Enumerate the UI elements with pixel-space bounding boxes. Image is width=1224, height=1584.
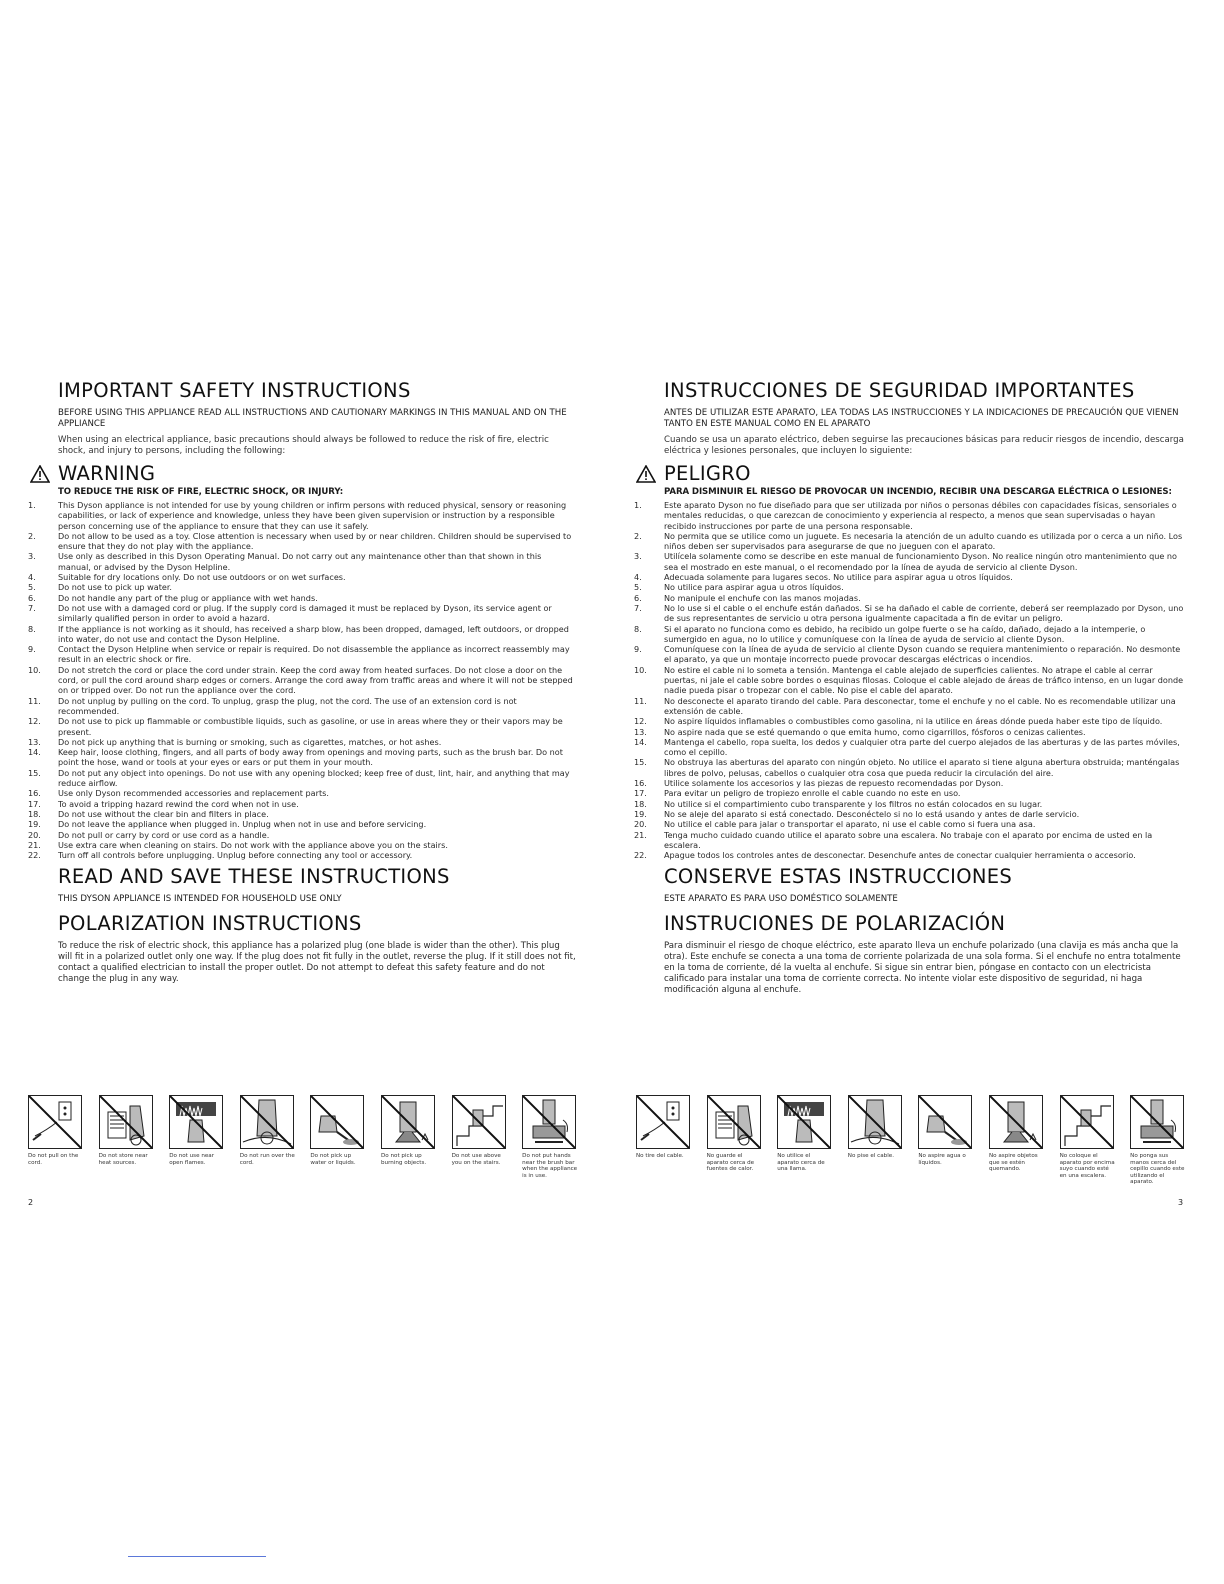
- english-column: [28, 379, 576, 985]
- item-text: Contact the Dyson Helpline when service or repair is required. Do not disassemble the appliance as incorrect reassembly may result in an electric shock or fire.: [58, 644, 570, 665]
- page-number: 3: [1178, 1198, 1184, 1207]
- page-right: [612, 0, 1224, 1584]
- pictogram: [28, 1095, 99, 1179]
- list-item: [28, 716, 576, 737]
- item-number: 17.: [28, 798, 41, 809]
- pictogram: [1130, 1095, 1201, 1186]
- list-item: [634, 624, 1186, 645]
- list-item: [634, 572, 1186, 582]
- list-item: [634, 727, 1186, 737]
- item-text: No lo use si el cable o el enchufe están dañados. Si se ha dañado el cable de corriente, deberá ser reemplazado por Dyson, uno de sus representantes de servicio u otra persona igualmente capacitada a fin de evitar un peligro.: [664, 602, 1184, 624]
- polarization-title: INSTRUCIONES DE POLARIZACIÓN: [664, 912, 1006, 936]
- pictogram-caption: Do not use near open flames.: [169, 1153, 215, 1166]
- item-text: Do not use with a damaged cord or plug. If the supply cord is damaged it must be replaced by Dyson, its service agent or similarly qualified person in order to avoid a hazard.: [58, 602, 552, 624]
- list-item: [28, 840, 576, 850]
- item-number: 15.: [634, 757, 647, 768]
- warning-title: PELIGRO: [664, 462, 751, 485]
- item-number: 1.: [28, 500, 36, 510]
- item-number: 8.: [634, 623, 642, 634]
- item-number: 3.: [28, 551, 36, 562]
- prohibited-sign-icon: [707, 1095, 761, 1149]
- link-underline[interactable]: [128, 1556, 266, 1557]
- list-item: [28, 850, 576, 860]
- item-number: 6.: [28, 592, 36, 603]
- item-text: No manipule el enchufe con las manos mojadas.: [664, 592, 861, 603]
- item-text: Use extra care when cleaning on stairs. Do not work with the appliance above you on the stairs.: [58, 839, 448, 850]
- prohibited-sign-icon: [918, 1095, 972, 1149]
- item-number: 11.: [634, 695, 647, 706]
- warning-icons-row: [636, 1095, 1201, 1186]
- prohibited-sign-icon: [381, 1095, 435, 1149]
- list-item: [28, 809, 576, 819]
- item-text: Turn off all controls before unplugging. Unplug before connecting any tool or accessory.: [58, 850, 413, 861]
- list-item: [28, 500, 576, 531]
- prohibited-sign-icon: [240, 1095, 294, 1149]
- list-item: [634, 665, 1186, 696]
- save-subtitle: THIS DYSON APPLIANCE IS INTENDED FOR HOUSEHOLD USE ONLY: [58, 894, 342, 905]
- list-item: [28, 531, 576, 552]
- list-item: [634, 582, 1186, 592]
- pictogram: [636, 1095, 707, 1186]
- list-item: [28, 644, 576, 665]
- warning-title: WARNING: [58, 462, 156, 485]
- warning-subtitle: TO REDUCE THE RISK OF FIRE, ELECTRIC SHOCK, OR INJURY:: [58, 487, 344, 497]
- item-number: 16.: [634, 778, 647, 789]
- pictogram-caption: Do not pick up burning objects.: [380, 1153, 427, 1166]
- polarization-title: POLARIZATION INSTRUCTIONS: [58, 912, 362, 936]
- list-item: [634, 644, 1186, 665]
- pictogram: [707, 1095, 778, 1186]
- item-text: Do not pull or carry by cord or use cord as a handle.: [58, 829, 270, 840]
- prohibited-sign-icon: [522, 1095, 576, 1149]
- item-text: Do not use to pick up flammable or combustible liquids, such as gasoline, or use in areas where they or their vapors may be present.: [58, 716, 563, 737]
- item-text: No permita que se utilice como un juguete. Es necesaria la atención de un adulto cuando es utilizada por o cerca a un niño. Los niños deben ser supervisados para asegurarse de que no jueguen con el aparato.: [664, 530, 1183, 552]
- list-item: [634, 757, 1186, 778]
- item-text: Mantenga el cabello, ropa suelta, los dedos y cualquier otra parte del cuerpo alejados de las aberturas y de las partes móviles, como el cepillo.: [664, 736, 1180, 758]
- pictogram-caption: No guarde el aparato cerca de fuentes de calor.: [706, 1153, 755, 1173]
- item-text: To avoid a tripping hazard rewind the cord when not in use.: [58, 798, 299, 809]
- save-title: READ AND SAVE THESE INSTRUCTIONS: [58, 865, 450, 889]
- item-number: 3.: [634, 551, 642, 562]
- intro-text: Cuando se usa un aparato eléctrico, deben seguirse las precauciones básicas para reducir riesgos de incendio, descarga eléctrica y lesiones personales, que incluyen lo siguiente:: [664, 435, 1184, 456]
- pictogram-caption: No aspire objetos que se estén quemando.: [988, 1153, 1038, 1173]
- subtitle: ANTES DE UTILIZAR ESTE APARATO, LEA TODAS LAS INSTRUCCIONES Y LA INDICACIONES DE PRECAUCIÓN QUE VIENEN TANTO EN ESTE MANUAL COMO EN EL APARATO: [664, 408, 1179, 429]
- warning-heading: [636, 463, 1186, 485]
- pictogram-caption: Do not store near heat sources.: [98, 1153, 148, 1166]
- item-number: 9.: [634, 644, 642, 655]
- warning-triangle-icon: [636, 465, 656, 483]
- list-item: [634, 551, 1186, 572]
- pictogram-caption: No aspire agua o líquidos.: [918, 1153, 966, 1166]
- item-text: No utilice el cable para jalar o transportar el aparato, ni use el cable como si fuera una asa.: [664, 819, 1036, 830]
- pictogram: [381, 1095, 452, 1179]
- list-item: [634, 819, 1186, 829]
- pictogram-caption: No pise el cable.: [847, 1153, 895, 1159]
- item-text: Do not leave the appliance when plugged in. Unplug when not in use and before servicing.: [58, 819, 427, 830]
- intro-text: When using an electrical appliance, basic precautions should always be followed to reduce the risk of fire, electric shock, and injury to persons, including the following:: [58, 435, 549, 456]
- item-number: 12.: [28, 716, 41, 727]
- list-item: [634, 778, 1186, 788]
- pictogram: [240, 1095, 311, 1179]
- pictogram: [989, 1095, 1060, 1186]
- item-number: 20.: [634, 819, 647, 830]
- prohibited-sign-icon: [169, 1095, 223, 1149]
- item-text: Do not stretch the cord or place the cord under strain. Keep the cord away from heated surfaces. Do not close a door on the cord, or pull the cord around sharp edges or corners. Arrange the cord away from traffic areas and where it will not be stepped on or tripped over. Do not run the appliance over the cord.: [58, 664, 573, 696]
- item-text: No se aleje del aparato si está conectado. Desconéctelo si no lo está usando y antes de darle servicio.: [664, 808, 1080, 819]
- list-item: [634, 737, 1186, 758]
- list-item: [28, 819, 576, 829]
- warning-icons-row: [28, 1095, 593, 1179]
- page-title: IMPORTANT SAFETY INSTRUCTIONS: [58, 379, 411, 402]
- list-item: [28, 551, 576, 572]
- item-number: 7.: [634, 602, 642, 613]
- list-item: [634, 500, 1186, 531]
- item-text: Adecuada solamente para lugares secos. No utilice para aspirar agua u otros líquidos.: [664, 572, 1013, 583]
- item-number: 5.: [28, 582, 36, 593]
- prohibited-sign-icon: [28, 1095, 82, 1149]
- prohibited-sign-icon: [989, 1095, 1043, 1149]
- list-item: [28, 593, 576, 603]
- list-item: [634, 603, 1186, 624]
- item-number: 9.: [28, 644, 36, 655]
- list-item: [634, 716, 1186, 726]
- list-item: [28, 747, 576, 768]
- pictogram: [452, 1095, 523, 1179]
- item-number: 21.: [634, 829, 647, 840]
- list-item: [634, 830, 1186, 851]
- list-item: [28, 582, 576, 592]
- list-item: [28, 696, 576, 717]
- list-item: [634, 799, 1186, 809]
- pictogram: [848, 1095, 919, 1186]
- save-subtitle: ESTE APARATO ES PARA USO DOMÉSTICO SOLAMENTE: [664, 894, 898, 905]
- item-text: Suitable for dry locations only. Do not use outdoors or on wet surfaces.: [58, 572, 346, 583]
- list-item: [28, 572, 576, 582]
- item-number: 21.: [28, 839, 41, 850]
- item-number: 14.: [28, 747, 41, 758]
- item-text: Use only Dyson recommended accessories and replacement parts.: [58, 788, 329, 799]
- item-text: No utilice si el compartimiento cubo transparente y los filtros no están colocados en su lugar.: [664, 798, 1043, 809]
- list-item: [28, 603, 576, 624]
- list-item: [634, 531, 1186, 552]
- prohibited-sign-icon: [1060, 1095, 1114, 1149]
- item-number: 15.: [28, 767, 41, 778]
- pictogram-caption: No utilice el aparato cerca de una llama.: [777, 1153, 825, 1173]
- list-item: [634, 850, 1186, 860]
- item-number: 4.: [28, 572, 36, 583]
- item-number: 20.: [28, 829, 41, 840]
- item-number: 6.: [634, 592, 642, 603]
- item-number: 18.: [28, 808, 41, 819]
- prohibited-sign-icon: [848, 1095, 902, 1149]
- item-text: Do not use to pick up water.: [58, 582, 173, 593]
- warning-triangle-icon: [30, 465, 50, 483]
- item-number: 2.: [634, 530, 642, 541]
- item-text: Use only as described in this Dyson Operating Manual. Do not carry out any maintenance other than that shown in this manual, or advised by the Dyson Helpline.: [58, 551, 542, 572]
- spanish-column: [634, 379, 1186, 996]
- item-text: No desconecte el aparato tirando del cable. Para desconectar, tome el enchufe y no el cable. No es recomendable utilizar una extensión de cable.: [664, 695, 1176, 716]
- item-text: Apague todos los controles antes de desconectar. Desenchufe antes de conectar cualquier herramienta o accesorio.: [664, 850, 1136, 861]
- save-title: CONSERVE ESTAS INSTRUCCIONES: [664, 865, 1013, 889]
- pictogram-caption: No coloque el aparato por encima suyo cuando esté en una escalera.: [1059, 1153, 1115, 1179]
- prohibited-sign-icon: [310, 1095, 364, 1149]
- item-text: Do not pick up anything that is burning or smoking, such as cigarettes, matches, or hot ashes.: [58, 736, 442, 747]
- item-text: Do not unplug by pulling on the cord. To unplug, grasp the plug, not the cord. The use of an extension cord is not recommended.: [58, 695, 517, 716]
- pictogram: [99, 1095, 170, 1179]
- item-number: 16.: [28, 788, 41, 799]
- page-number: 2: [28, 1198, 34, 1207]
- item-number: 17.: [634, 788, 647, 799]
- item-text: Para evitar un peligro de tropiezo enrolle el cable cuando no este en uso.: [664, 788, 961, 799]
- item-number: 13.: [28, 736, 41, 747]
- list-item: [28, 624, 576, 645]
- pictogram-caption: Do not use above you on the stairs.: [451, 1153, 501, 1166]
- subtitle: BEFORE USING THIS APPLIANCE READ ALL INSTRUCTIONS AND CAUTIONARY MARKINGS IN THIS MANUAL AND ON THE APPLIANCE: [58, 408, 567, 429]
- item-text: Keep hair, loose clothing, fingers, and all parts of body away from openings and moving parts, such as the brush bar. Do not point the hose, wand or tools at your eyes or ears or put them in your mouth.: [58, 747, 563, 768]
- page-title: INSTRUCCIONES DE SEGURIDAD IMPORTANTES: [664, 379, 1135, 402]
- pictogram-caption: Do not pick up water or liquids.: [310, 1153, 356, 1166]
- item-text: No aspire nada que se esté quemando o que emita humo, como cigarrillos, fósforos o cenizas calientes.: [664, 726, 1086, 737]
- warning-subtitle: PARA DISMINUIR EL RIESGO DE PROVOCAR UN INCENDIO, RECIBIR UNA DESCARGA ELÉCTRICA O LESIONES:: [664, 487, 1172, 497]
- list-item: [28, 737, 576, 747]
- pictogram-caption: No tire del cable.: [636, 1153, 684, 1159]
- item-text: No estire el cable ni lo someta a tensión. Mantenga el cable alejado de superficies calientes. No atrape el cable al cerrar puertas, ni jale el cable sobre bordes o esquinas filosas. Coloque el cable alejado de áreas de tráfico intenso, en un lugar donde nadie pueda pisar o tropezar con el cable. No pise el cable del aparato.: [664, 664, 1184, 696]
- pictogram-caption: Do not put hands near the brush bar when the appliance is in use.: [522, 1153, 578, 1179]
- item-text: Utilice solamente los accesorios y las piezas de repuesto recomendadas por Dyson.: [664, 778, 1004, 789]
- item-text: No utilice para aspirar agua u otros líquidos.: [664, 582, 844, 593]
- item-number: 7.: [28, 602, 36, 613]
- item-number: 14.: [634, 736, 647, 747]
- list-item: [28, 799, 576, 809]
- pictogram: [918, 1095, 989, 1186]
- item-number: 8.: [28, 623, 36, 634]
- item-text: No obstruya las aberturas del aparato con ningún objeto. No utilice el aparato si tiene alguna abertura obstruida; manténgalas libres de polvo, pelusas, cabellos o cualquier otra cosa que pueda reducir la circulación del aire.: [664, 757, 1180, 778]
- prohibited-sign-icon: [636, 1095, 690, 1149]
- pictogram: [310, 1095, 381, 1179]
- item-text: Comuníquese con la línea de ayuda de servicio al cliente Dyson cuando se requiera mantenimiento o reparación. No desmonte el aparato, ya que un montaje incorrecto puede provocar descargas eléctricas o incendios.: [664, 644, 1181, 665]
- prohibited-sign-icon: [1130, 1095, 1184, 1149]
- pictogram: [169, 1095, 240, 1179]
- warning-heading: [30, 463, 576, 485]
- item-text: Este aparato Dyson no fue diseñado para que ser utilizada por niños o personas débiles con capacidades físicas, sensoriales o mentales reducidas, o que carezcan de conocimiento y experiencia al respecto, a menos que sean supervisadas o hayan recibido instrucciones por parte de una persona responsable.: [664, 500, 1177, 531]
- item-number: 12.: [634, 716, 647, 727]
- list-item: [28, 768, 576, 789]
- item-text: If the appliance is not working as it should, has received a sharp blow, has been dropped, damaged, left outdoors, or dropped into water, do not use and contact the Dyson Helpline.: [58, 623, 569, 644]
- item-text: Do not put any object into openings. Do not use with any opening blocked; keep free of dust, lint, hair, and anything that may reduce airflow.: [58, 767, 570, 789]
- prohibited-sign-icon: [777, 1095, 831, 1149]
- pictogram: [522, 1095, 593, 1179]
- item-number: 22.: [28, 850, 41, 861]
- item-text: This Dyson appliance is not intended for use by young children or infirm persons with reduced physical, sensory or reasoning capabilities, or lack of experience and knowledge, unless they have been given supervision or instruction by a responsible person concerning use of the appliance to ensure that they can use it safely.: [58, 500, 567, 531]
- item-text: Tenga mucho cuidado cuando utilice el aparato sobre una escalera. No trabaje con el aparato por encima de usted en la escalera.: [664, 829, 1153, 850]
- item-text: Do not allow to be used as a toy. Close attention is necessary when used by or near children. Children should be supervised to ensure that they do not play with the appliance.: [58, 530, 572, 552]
- item-number: 10.: [634, 664, 647, 675]
- item-number: 4.: [634, 572, 642, 583]
- list-item: [28, 788, 576, 798]
- item-number: 19.: [634, 808, 647, 819]
- list-item: [634, 809, 1186, 819]
- item-text: Do not use without the clear bin and filters in place.: [58, 808, 269, 819]
- item-number: 11.: [28, 695, 41, 706]
- list-item: [28, 665, 576, 696]
- polarization-text: Para disminuir el riesgo de choque eléctrico, este aparato lleva un enchufe polarizado (una clavija es más ancha que la otra). Este enchufe se conecta a una toma de corriente polarizada de una sola forma. Si el enchufe no entra totalmente en la toma de corriente, dé la vuelta al enchufe. Si sigue sin entrar bien, póngase en contacto con un electricista calificado para instalar una toma de corriente correcta. No intente violar este dispositivo de seguridad, ni haga modificación alguna al enchufe.: [664, 941, 1181, 996]
- polarization-text: To reduce the risk of electric shock, this appliance has a polarized plug (one blade is wider than the other). This plug will fit in a polarized outlet only one way. If the plug does not fit fully in the outlet, reverse the plug. If it still does not fit, contact a qualified electrician to install the proper outlet. Do not attempt to defeat this safety feature and do not change the plug in any way.: [58, 941, 576, 985]
- pictogram-caption: Do not run over the cord.: [239, 1153, 295, 1166]
- pictogram-caption: No ponga sus manos cerca del cepillo cuando este utilizando el aparato.: [1130, 1153, 1185, 1186]
- pictogram: [1060, 1095, 1131, 1186]
- item-number: 2.: [28, 530, 36, 541]
- item-number: 5.: [634, 582, 642, 593]
- item-text: Utilícela solamente como se describe en este manual de funcionamiento Dyson. No realice ningún otro mantenimiento que no sea el mostrado en este manual, o el recomendado por la línea de ayuda de servicio al cliente Dyson.: [664, 551, 1178, 572]
- prohibited-sign-icon: [99, 1095, 153, 1149]
- item-number: 13.: [634, 726, 647, 737]
- item-text: Si el aparato no funciona como es debido, ha recibido un golpe fuerte o se ha caído, dañado, dejado a la intemperie, o sumergido en agua, no lo utilice y comuníquese con la línea de ayuda de servicio al cliente Dyson.: [664, 623, 1146, 644]
- item-number: 1.: [634, 500, 642, 510]
- item-text: Do not handle any part of the plug or appliance with wet hands.: [58, 592, 318, 603]
- item-number: 22.: [634, 850, 647, 861]
- list-item: [634, 696, 1186, 717]
- list-item: [634, 788, 1186, 798]
- pictogram-caption: Do not pull on the cord.: [28, 1153, 79, 1166]
- item-number: 19.: [28, 819, 41, 830]
- item-number: 10.: [28, 664, 41, 675]
- item-number: 18.: [634, 798, 647, 809]
- safety-list: [28, 500, 576, 860]
- pictogram: [777, 1095, 848, 1186]
- prohibited-sign-icon: [452, 1095, 506, 1149]
- list-item: [634, 593, 1186, 603]
- item-text: No aspire líquidos inflamables o combustibles como gasolina, ni la utilice en áreas dónde pueda haber este tipo de líquido.: [664, 716, 1163, 727]
- safety-list: [634, 500, 1186, 860]
- list-item: [28, 830, 576, 840]
